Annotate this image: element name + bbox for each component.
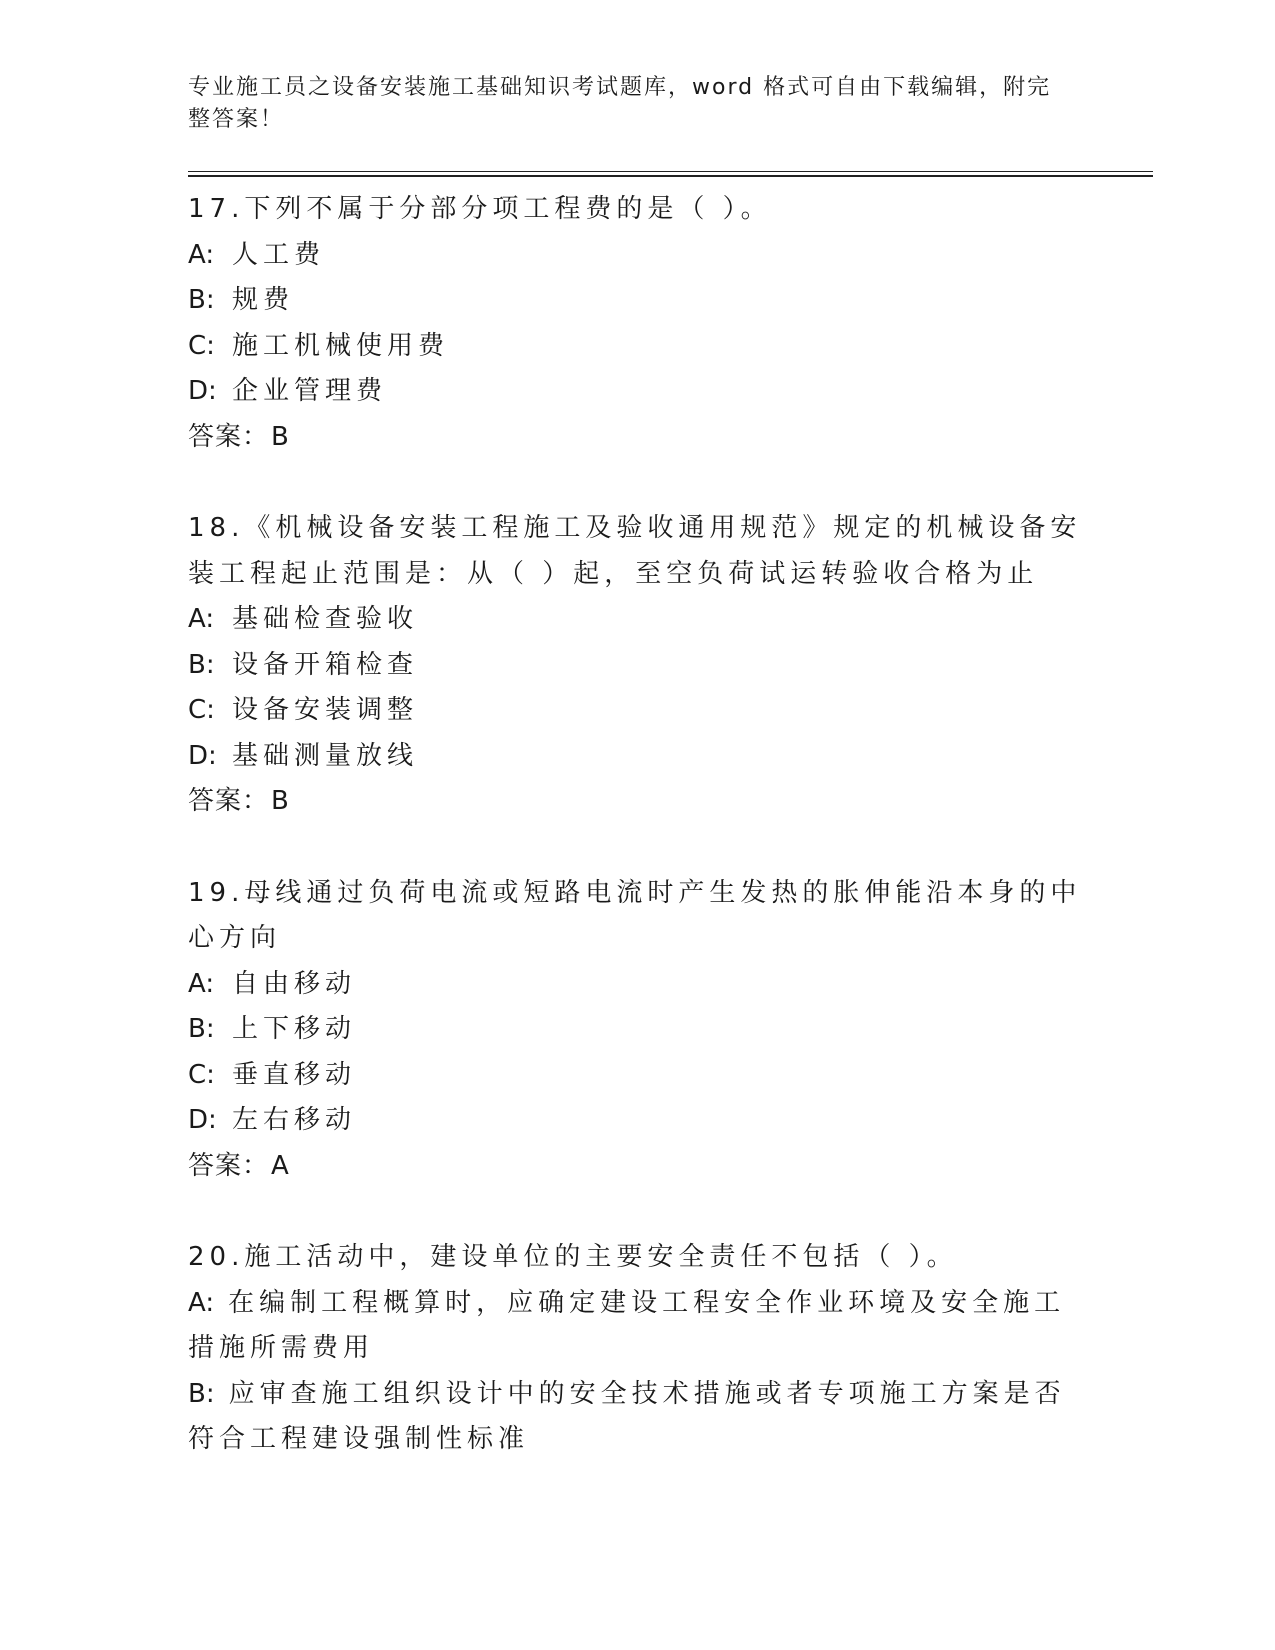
option-text: 设备安装调整 [232,695,419,725]
option-label: D: [188,740,217,771]
question-19 [188,871,1088,1190]
answer-value: B [271,786,290,816]
question-list [188,187,1088,1509]
option-label: A: [188,968,215,999]
option-label: A: [188,604,215,634]
option-text: 基础检查验收 [232,604,419,634]
option-text: 基础测量放线 [232,740,419,771]
question-stem: 17.下列不属于分部分项工程费的是（ ）。 [188,194,772,224]
option-text: 应审查施工组织设计中的安全技术措施或者专项施工方案是否符合工程建设强制性标准 [188,1378,1066,1454]
option-c [188,1053,1088,1099]
option-text: 人工费 [232,239,326,270]
option-b [188,643,1088,689]
option-label: B: [188,1378,215,1409]
question-stem: 20.施工活动中，建设单位的主要安全责任不包括（ ）。 [188,1242,958,1272]
option-c [188,324,1088,370]
option-label: C: [188,1059,215,1090]
header-divider-thick [188,175,1153,177]
option-label: D: [188,1105,217,1135]
option-label: D: [188,376,217,406]
option-d [188,1098,1088,1144]
answer-label: 答案： [188,421,270,452]
option-d [188,734,1088,780]
answer-label: 答案： [188,786,270,816]
answer-label: 答案： [188,1150,270,1181]
option-text: 设备开箱检查 [232,649,419,680]
option-text: 在编制工程概算时，应确定建设工程安全作业环境及安全施工措施所需费用 [188,1287,1066,1363]
option-text: 上下移动 [232,1014,357,1044]
option-label: C: [188,695,215,725]
answer-line [188,779,1088,825]
option-a [188,962,1088,1008]
option-label: A: [188,239,215,270]
option-text: 规费 [232,285,295,315]
option-a [188,233,1088,279]
option-b [188,1372,1088,1463]
option-text: 施工机械使用费 [232,330,450,361]
question-18 [188,506,1088,825]
option-d [188,369,1088,415]
question-stem: 18.《机械设备安装工程施工及验收通用规范》规定的机械设备安装工程起止范围是：从（ ）起，至空负荷试运转验收合格为止 [188,513,1082,589]
question-20 [188,1235,1088,1463]
option-a [188,597,1088,643]
question-17 [188,187,1088,460]
option-text: 自由移动 [232,968,357,999]
question-stem: 19.母线通过负荷电流或短路电流时产生发热的胀伸能沿本身的中心方向 [188,877,1082,953]
option-text: 左右移动 [232,1105,357,1135]
option-text: 企业管理费 [232,376,388,406]
option-b [188,278,1088,324]
option-label: A: [188,1287,215,1318]
answer-value: B [271,421,290,452]
option-label: B: [188,1014,215,1044]
answer-line [188,1144,1088,1190]
answer-line [188,415,1088,461]
header-divider-thin [188,171,1153,172]
option-label: C: [188,330,215,361]
document-header: 专业施工员之设备安装施工基础知识考试题库，word 格式可自由下载编辑，附完整答案！ [188,75,1052,132]
answer-value: A [271,1150,290,1181]
option-c [188,688,1088,734]
option-b [188,1007,1088,1053]
option-text: 垂直移动 [232,1059,357,1090]
option-a [188,1281,1088,1372]
option-label: B: [188,285,215,315]
option-label: B: [188,649,215,680]
